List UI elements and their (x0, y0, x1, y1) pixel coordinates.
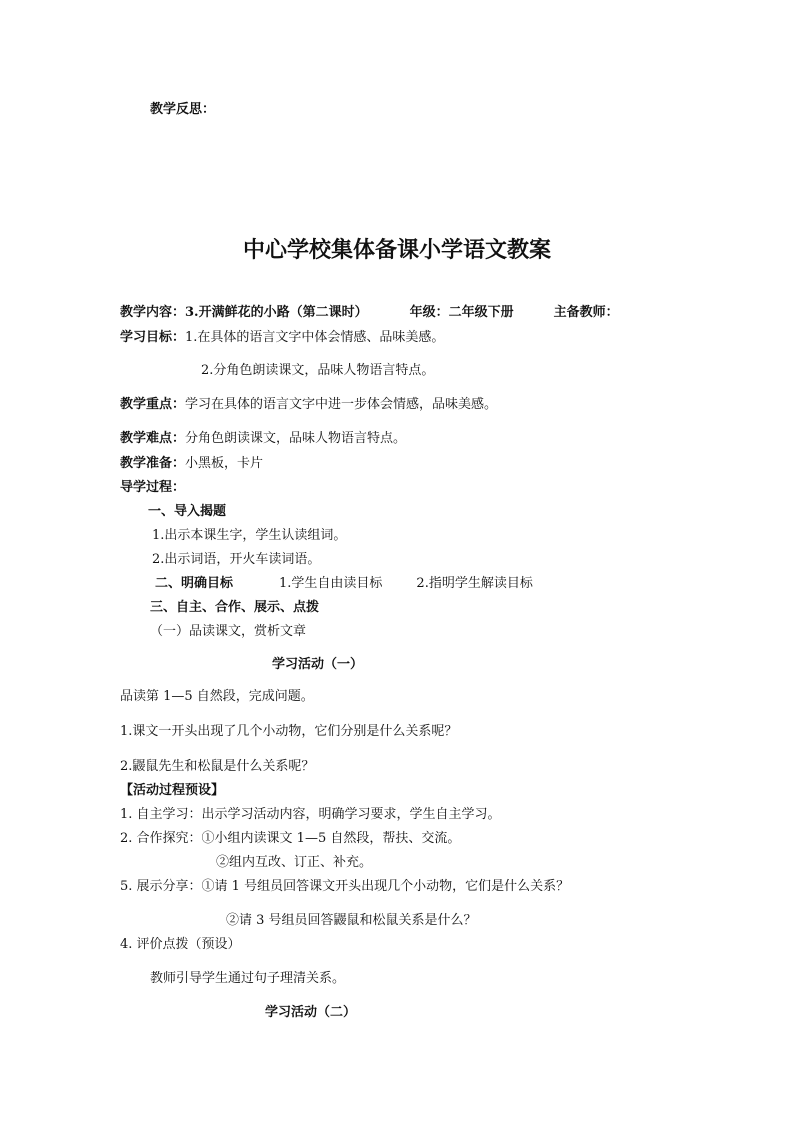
grade-label: 年级： (409, 305, 449, 320)
section3-heading: 三、自主、合作、展示、点拨 (150, 600, 320, 615)
preset-step-2b: ②组内互改、订正、补充。 (216, 855, 373, 870)
difficulty-value: 分角色朗读课文，品味人物语言特点。 (185, 431, 407, 446)
key-point-label: 教学重点： (120, 397, 186, 412)
section1-item-1: 1.出示本课生字，学生认读组词。 (152, 528, 347, 543)
preset-step-4: 4. 评价点拨（预设） (120, 937, 241, 952)
section2-item-1: 1.学生自由读目标 (279, 576, 383, 591)
reflection-label: 教学反思： (150, 102, 216, 117)
preset-step-3a: 5. 展示分享：①请 1 号组员回答课文开头出现几个小动物，它们是什么关系？ (120, 879, 570, 894)
activity1-question-1: 1.课文一开头出现了几个小动物，它们分别是什么关系呢？ (120, 724, 458, 739)
difficulty-line (120, 430, 406, 448)
preset-step-4-note: 教师引导学生通过句子理清关系。 (150, 971, 346, 986)
preparation-value: 小黑板，卡片 (185, 456, 264, 471)
content-value: 3.开满鲜花的小路（第二课时） (185, 305, 368, 320)
preset-step-1: 1. 自主学习：出示学习活动内容，明确学习要求，学生自主学习。 (120, 807, 501, 822)
goal-1: 1.在具体的语言文字中体会情感、品味美感。 (185, 330, 445, 345)
section3-sub: （一）品读课文，赏析文章 (150, 624, 307, 639)
difficulty-label: 教学难点： (120, 431, 186, 446)
content-label: 教学内容： (120, 305, 186, 320)
teacher-label: 主备教师： (553, 305, 619, 320)
preparation-label: 教学准备： (120, 456, 186, 471)
section2-heading: 二、明确目标 (155, 576, 234, 591)
grade-value: 二年级下册 (448, 305, 514, 320)
page-title: 中心学校集体备课小学语文教案 (242, 238, 551, 263)
activity1-heading: 学习活动（一） (272, 657, 364, 672)
section1-heading: 一、导入揭题 (148, 504, 227, 519)
activity1-task: 品读第 1—5 自然段，完成问题。 (120, 689, 314, 704)
key-point-line (120, 396, 497, 414)
activity2-heading: 学习活动（二） (265, 1005, 357, 1020)
preparation-line (120, 455, 263, 473)
preset-step-3b: ②请 3 号组员回答鼹鼠和松鼠关系是什么？ (226, 913, 477, 928)
goals-label: 学习目标： (120, 330, 186, 345)
preset-step-2a: 2. 合作探究：①小组内读课文 1—5 自然段，帮扶、交流。 (120, 831, 461, 846)
activity1-question-2: 2.鼹鼠先生和松鼠是什么关系呢？ (120, 759, 315, 774)
section2-item-2: 2.指明学生解读目标 (416, 576, 533, 591)
goals-line (120, 329, 444, 347)
section2-line (155, 575, 533, 593)
section1-item-2: 2.出示词语，开火车读词语。 (152, 552, 321, 567)
process-label: 导学过程： (120, 480, 186, 495)
preset-heading: 【活动过程预设】 (120, 783, 225, 798)
key-point-value: 学习在具体的语言文字中进一步体会情感，品味美感。 (185, 397, 498, 412)
goal-2: 2.分角色朗读课文，品味人物语言特点。 (201, 363, 435, 378)
info-line (120, 304, 619, 322)
